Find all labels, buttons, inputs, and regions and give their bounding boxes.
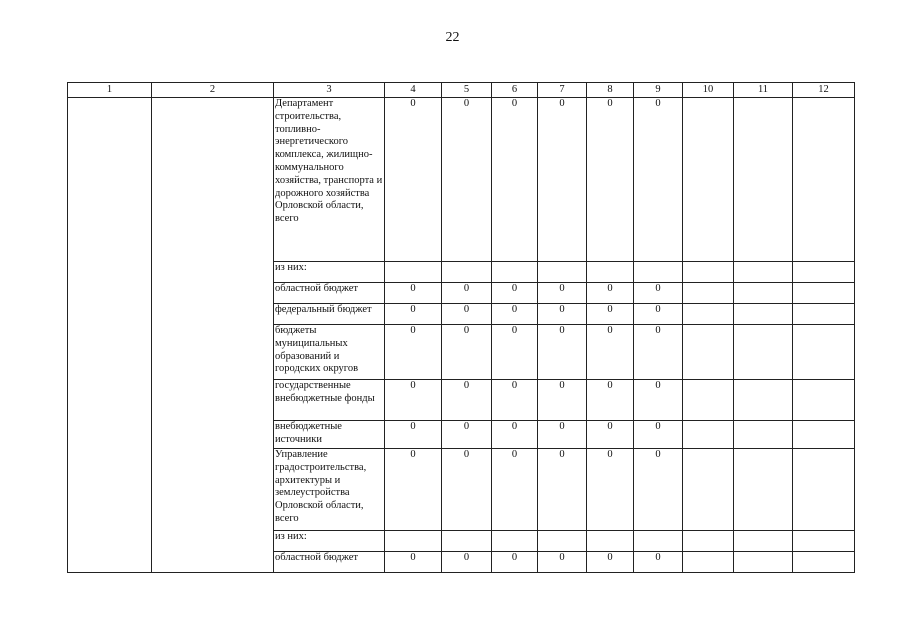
column-header: 8 — [587, 83, 634, 98]
value-cell: 0 — [634, 325, 683, 380]
column-header: 7 — [538, 83, 587, 98]
column-header: 1 — [68, 83, 152, 98]
value-cell — [734, 283, 793, 304]
value-cell: 0 — [587, 449, 634, 531]
value-cell — [634, 531, 683, 552]
value-cell: 0 — [538, 449, 587, 531]
value-cell: 0 — [442, 325, 492, 380]
column-header: 11 — [734, 83, 793, 98]
column-header: 9 — [634, 83, 683, 98]
value-cell: 0 — [634, 304, 683, 325]
value-cell — [634, 262, 683, 283]
row-description: областной бюджет — [274, 283, 385, 304]
value-cell — [793, 262, 855, 283]
row-description: областной бюджет — [274, 552, 385, 573]
value-cell: 0 — [492, 421, 538, 449]
row-description: бюджеты муниципальных образований и городских округов — [274, 325, 385, 380]
page-number: 22 — [445, 30, 460, 45]
value-cell — [793, 283, 855, 304]
value-cell: 0 — [385, 98, 442, 262]
value-cell — [793, 531, 855, 552]
column-header: 2 — [152, 83, 274, 98]
value-cell — [793, 98, 855, 262]
value-cell — [793, 325, 855, 380]
value-cell — [734, 449, 793, 531]
value-cell: 0 — [634, 421, 683, 449]
value-cell: 0 — [634, 380, 683, 421]
value-cell — [683, 449, 734, 531]
column-header: 5 — [442, 83, 492, 98]
column-header: 12 — [793, 83, 855, 98]
value-cell: 0 — [538, 325, 587, 380]
column-header: 10 — [683, 83, 734, 98]
column-header: 4 — [385, 83, 442, 98]
value-cell — [793, 304, 855, 325]
value-cell: 0 — [385, 283, 442, 304]
value-cell — [683, 98, 734, 262]
value-cell — [442, 262, 492, 283]
value-cell: 0 — [442, 98, 492, 262]
row-description: из них: — [274, 262, 385, 283]
value-cell: 0 — [587, 98, 634, 262]
value-cell: 0 — [634, 449, 683, 531]
value-cell: 0 — [587, 552, 634, 573]
row-description: федеральный бюджет — [274, 304, 385, 325]
value-cell: 0 — [538, 304, 587, 325]
value-cell: 0 — [634, 283, 683, 304]
value-cell: 0 — [538, 283, 587, 304]
value-cell — [734, 325, 793, 380]
value-cell — [793, 449, 855, 531]
budget-table — [67, 82, 855, 573]
value-cell: 0 — [587, 283, 634, 304]
value-cell — [492, 262, 538, 283]
value-cell: 0 — [442, 552, 492, 573]
value-cell: 0 — [385, 304, 442, 325]
value-cell — [683, 304, 734, 325]
column-1-cell — [68, 98, 152, 573]
value-cell: 0 — [442, 304, 492, 325]
row-description: из них: — [274, 531, 385, 552]
value-cell: 0 — [538, 421, 587, 449]
column-2-cell — [152, 98, 274, 573]
value-cell — [734, 380, 793, 421]
value-cell: 0 — [385, 380, 442, 421]
value-cell: 0 — [492, 283, 538, 304]
value-cell: 0 — [587, 325, 634, 380]
value-cell: 0 — [442, 449, 492, 531]
value-cell: 0 — [492, 552, 538, 573]
value-cell — [587, 262, 634, 283]
value-cell: 0 — [587, 380, 634, 421]
value-cell — [683, 325, 734, 380]
value-cell — [385, 531, 442, 552]
value-cell: 0 — [587, 421, 634, 449]
value-cell — [734, 531, 793, 552]
value-cell — [734, 98, 793, 262]
value-cell — [793, 552, 855, 573]
value-cell: 0 — [538, 552, 587, 573]
value-cell: 0 — [442, 283, 492, 304]
value-cell — [385, 262, 442, 283]
value-cell — [538, 531, 587, 552]
value-cell: 0 — [385, 552, 442, 573]
value-cell: 0 — [385, 449, 442, 531]
table-header-row — [68, 83, 855, 98]
column-header: 6 — [492, 83, 538, 98]
value-cell: 0 — [492, 98, 538, 262]
value-cell: 0 — [492, 304, 538, 325]
value-cell: 0 — [634, 552, 683, 573]
row-description: Управление градостроительства, архитектуры и землеустройства Орловской области, всего — [274, 449, 385, 531]
value-cell — [793, 421, 855, 449]
row-description: государственные внебюджетные фонды — [274, 380, 385, 421]
value-cell — [793, 380, 855, 421]
value-cell: 0 — [492, 449, 538, 531]
value-cell — [492, 531, 538, 552]
value-cell: 0 — [492, 380, 538, 421]
value-cell — [683, 283, 734, 304]
row-description: внебюджетные источники — [274, 421, 385, 449]
value-cell: 0 — [385, 325, 442, 380]
value-cell — [734, 421, 793, 449]
value-cell: 0 — [492, 325, 538, 380]
value-cell — [683, 531, 734, 552]
value-cell: 0 — [442, 380, 492, 421]
value-cell — [587, 531, 634, 552]
table-row — [68, 98, 855, 262]
value-cell — [683, 380, 734, 421]
value-cell: 0 — [442, 421, 492, 449]
value-cell — [683, 552, 734, 573]
value-cell: 0 — [538, 380, 587, 421]
value-cell: 0 — [538, 98, 587, 262]
value-cell — [683, 421, 734, 449]
row-description: Департамент строительства, топливно-энергетического комплекса, жилищно-коммунального хозяйства, транспорта и дорожного хозяйства Орловской области, всего — [274, 98, 385, 262]
value-cell — [734, 552, 793, 573]
value-cell — [683, 262, 734, 283]
value-cell — [734, 262, 793, 283]
value-cell: 0 — [634, 98, 683, 262]
value-cell: 0 — [587, 304, 634, 325]
value-cell — [734, 304, 793, 325]
value-cell — [442, 531, 492, 552]
column-header: 3 — [274, 83, 385, 98]
value-cell — [538, 262, 587, 283]
value-cell: 0 — [385, 421, 442, 449]
